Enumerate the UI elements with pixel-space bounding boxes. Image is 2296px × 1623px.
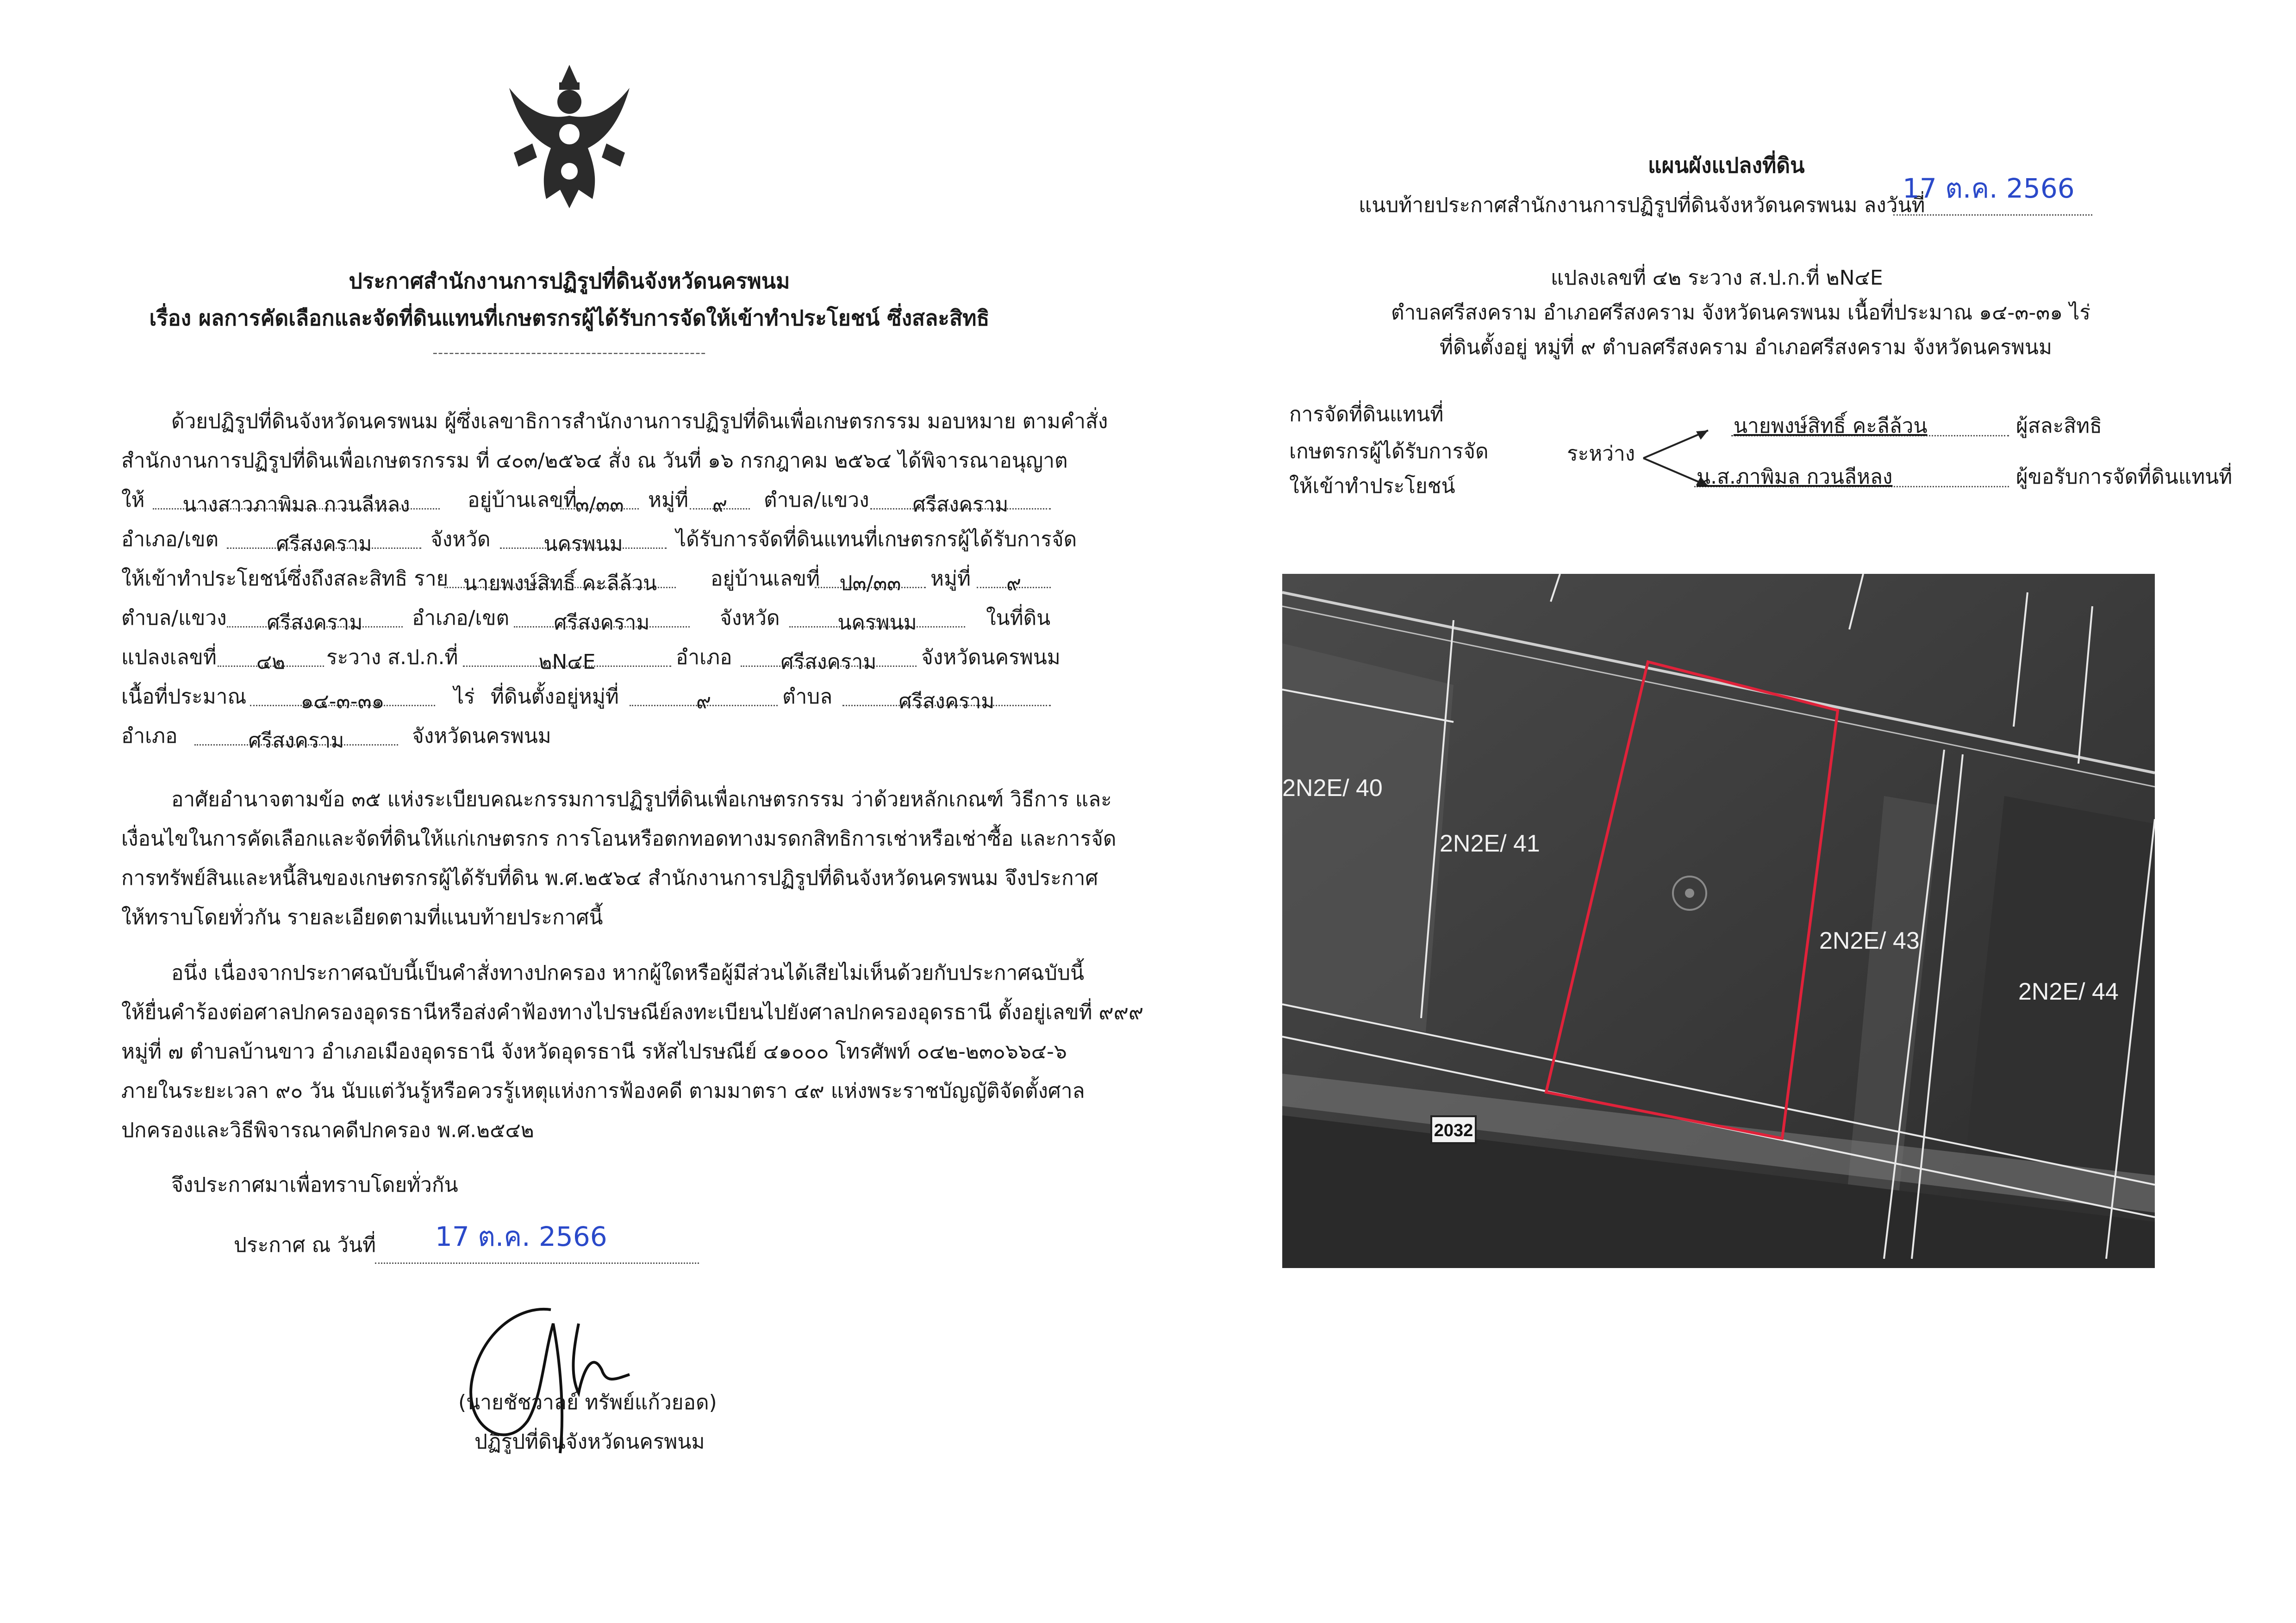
area: ๑๔-๓-๓๑ xyxy=(300,690,385,713)
plot-line: แปลงเลขที่ ๔๒ ระวาง ส.ป.ก.ที่ ๒N๔E xyxy=(1551,266,1883,290)
allocation-line: การจัดที่ดินแทนที่ xyxy=(1289,403,1444,426)
plot-label: แปลงเลขที่ xyxy=(121,646,217,669)
province-full-2: จังหวัดนครพนม xyxy=(412,724,551,748)
in-land-label: ในที่ดิน xyxy=(986,606,1051,630)
previous-holder-name: นายพงษ์สิทธิ์ คะลีล้วน xyxy=(463,572,657,595)
applicant-name: นางสาวภาพิมล กวนลีหลง xyxy=(182,493,410,516)
location-line: ที่ดินตั้งอยู่ หมู่ที่ ๙ ตำบลศรีสงคราม อำเภอศรีสงคราม จังหวัดนครพนม xyxy=(1440,336,2053,359)
allocation-line: ให้เข้าทำประโยชน์ xyxy=(1289,474,1455,498)
moo-3: ๙ xyxy=(696,690,711,713)
moo: ๙ xyxy=(712,493,728,516)
announced-date: 17 ต.ค. 2566 xyxy=(435,1221,607,1252)
paragraph-line: ให้ยื่นคำร้องต่อศาลปกครองอุดรธานีหรือส่งคำฟ้องทางไปรษณีย์ลงทะเบียนไปยังศาลปกครองอุดรธานี ตั้งอยู่เลขที่ ๙๙๙ xyxy=(121,1001,1144,1024)
amphoe-4: ศรีสงคราม xyxy=(248,729,344,752)
party1-name: นายพงษ์สิทธิ์ คะลีล้วน xyxy=(1734,414,1928,438)
give-label: ให้ xyxy=(121,488,145,512)
party2-role: ผู้ขอรับการจัดที่ดินแทนที่ xyxy=(2016,465,2233,489)
house-no-label-2: อยู่บ้านเลขที่ xyxy=(711,567,820,591)
located-label: ที่ดินตั้งอยู่หมู่ที่ xyxy=(491,685,619,709)
title-divider: -------------------------------------------------- xyxy=(432,345,706,361)
form-line-5-head: ให้เข้าทำประโยชน์ซึ่งถึงสละสิทธิ ราย xyxy=(121,567,449,591)
plot-label-41: 2N2E/ 41 xyxy=(1440,830,1540,857)
rai-label: ไร่ xyxy=(454,685,475,709)
form-line-4-tail: ได้รับการจัดที่ดินแทนที่เกษตรกรผู้ได้รับการจัด xyxy=(676,528,1077,551)
paragraph-line: ให้ทราบโดยทั่วกัน รายละเอียดตามที่แนบท้ายประกาศนี้ xyxy=(121,906,603,929)
tambon-label-3: ตำบล xyxy=(782,685,833,709)
announcement-subject: เรื่อง ผลการคัดเลือกและจัดที่ดินแทนที่เกษตรกรผู้ได้รับการจัดให้เข้าทำประโยชน์ ซึ่งสละสิทธิ xyxy=(149,305,990,330)
tambon-label-2: ตำบล/แขวง xyxy=(121,606,227,630)
announcement-title: ประกาศสำนักงานการปฏิรูปที่ดินจังหวัดนครพนม xyxy=(349,268,790,293)
aerial-plot-map xyxy=(1282,574,2155,1268)
tambon-3: ศรีสงคราม xyxy=(898,690,995,713)
amphoe-3: ศรีสงคราม xyxy=(780,650,877,674)
plot-label-43: 2N2E/ 43 xyxy=(1819,927,1920,954)
amphoe-2: ศรีสงคราม xyxy=(554,611,650,634)
plot-label-40: 2N2E/ 40 xyxy=(1282,775,1383,802)
sheet-label: ระวาง ส.ป.ก.ที่ xyxy=(326,646,458,669)
closing-text: จึงประกาศมาเพื่อทราบโดยทั่วกัน xyxy=(171,1173,458,1197)
annex-date: 17 ต.ค. 2566 xyxy=(1903,173,2075,204)
province: นครพนม xyxy=(543,532,623,556)
signer-title: ปฏิรูปที่ดินจังหวัดนครพนม xyxy=(474,1430,705,1454)
amphoe-label-4: อำเภอ xyxy=(121,724,178,748)
house-no: ๓/๓๓ xyxy=(575,493,624,516)
province-label: จังหวัด xyxy=(430,528,491,551)
amphoe-label-2: อำเภอ/เขต xyxy=(412,606,510,630)
amphoe-label-3: อำเภอ xyxy=(676,646,732,669)
paragraph-line: หมู่ที่ ๗ ตำบลบ้านขาว อำเภอเมืองอุดรธานี จังหวัดอุดรธานี รหัสไปรษณีย์ ๔๑๐๐๐ โทรศัพท์ ๐๔๒-๒๓๐๖๖๔-๖ xyxy=(121,1040,1067,1063)
plot-label-44: 2N2E/ 44 xyxy=(2018,978,2119,1005)
authority-paragraph xyxy=(121,780,1116,937)
garuda-emblem-icon xyxy=(500,60,639,218)
amphoe-label: อำเภอ/เขต xyxy=(121,528,219,551)
paragraph-line: การทรัพย์สินและหนี้สินของเกษตรกรผู้ได้รับที่ดิน พ.ศ.๒๕๖๔ สำนักงานการปฏิรูปที่ดินจังหวัดนครพนม จึงประกาศ xyxy=(121,866,1098,890)
tambon-2: ศรีสงคราม xyxy=(267,611,363,634)
map-title: แผนผังแปลงที่ดิน xyxy=(1648,153,1805,178)
plot-no: ๔๒ xyxy=(256,650,286,674)
moo-2: ๙ xyxy=(1006,572,1022,595)
paragraph-line: ภายในระยะเวลา ๙๐ วัน นับแต่วันรู้หรือควรรู้เหตุแห่งการฟ้องคดี ตามมาตรา ๔๙ แห่งพระราชบัญญัติจัดตั้งศาล xyxy=(121,1079,1085,1103)
house-no-label: อยู่บ้านเลขที่ xyxy=(468,488,577,512)
province-2: นครพนม xyxy=(837,611,917,634)
tambon: ศรีสงคราม xyxy=(912,493,1009,516)
house-no-2: ป๓/๓๓ xyxy=(839,572,901,595)
form-line-1: ด้วยปฏิรูปที่ดินจังหวัดนครพนม ผู้ซึ่งเลขาธิการสำนักงานการปฏิรูปที่ดินเพื่อเกษตรกรรม มอบหมาย ตามคำสั่ง xyxy=(171,410,1108,433)
road-number: 2032 xyxy=(1434,1121,1473,1140)
paragraph-line: ปกครองและวิธีพิจารณาคดีปกครอง พ.ศ.๒๕๔๒ xyxy=(121,1119,534,1142)
paragraph-line: อาศัยอำนาจตามข้อ ๓๕ แห่งระเบียบคณะกรรมการปฏิรูปที่ดินเพื่อเกษตรกรรม ว่าด้วยหลักเกณฑ์ วิธีการ และ xyxy=(171,788,1112,811)
paragraph-line: เงื่อนไขในการคัดเลือกและจัดที่ดินให้แก่เกษตรกร การโอนหรือตกทอดทางมรดกสิทธิการเช่าหรือเช่าซื้อ และการจัด xyxy=(121,827,1117,851)
party1-role: ผู้สละสิทธิ xyxy=(2016,414,2102,438)
announced-date-label: ประกาศ ณ วันที่ xyxy=(234,1233,376,1257)
moo-label: หมู่ที่ xyxy=(648,488,689,512)
area-line: ตำบลศรีสงคราม อำเภอศรีสงคราม จังหวัดนครพนม เนื้อที่ประมาณ ๑๔-๓-๓๑ ไร่ xyxy=(1391,301,2090,324)
paragraph-line: อนึ่ง เนื่องจากประกาศฉบับนี้เป็นคำสั่งทางปกครอง หากผู้ใดหรือผู้มีส่วนได้เสียไม่เห็นด้วยกับประกาศฉบับนี้ xyxy=(171,961,1085,985)
form-line-2: สำนักงานการปฏิรูปที่ดินเพื่อเกษตรกรรม ที่ ๔๐๓/๒๕๖๔ สั่ง ณ วันที่ ๑๖ กรกฎาคม ๒๕๖๔ ได้พิจารณาอนุญาต xyxy=(121,449,1068,473)
province-full: จังหวัดนครพนม xyxy=(921,646,1061,669)
between-label: ระหว่าง xyxy=(1567,442,1635,466)
appeal-paragraph xyxy=(121,953,1143,1150)
area-label: เนื้อที่ประมาณ xyxy=(121,685,247,709)
moo-label-2: หมู่ที่ xyxy=(930,567,971,591)
party2-name: น.ส.ภาพิมล กวนลีหลง xyxy=(1697,465,1893,489)
province-label-2: จังหวัด xyxy=(720,606,780,630)
amphoe: ศรีสงคราม xyxy=(276,532,372,556)
annex-label: แนบท้ายประกาศสำนักงานการปฏิรูปที่ดินจังหวัดนครพนม ลงวันที่ xyxy=(1359,193,1925,217)
allocation-line: เกษตรกรผู้ได้รับการจัด xyxy=(1289,440,1489,463)
tambon-label: ตำบล/แขวง xyxy=(764,488,869,512)
sheet-no: ๒N๔E xyxy=(538,650,596,674)
signer-name: (นายชัชวาลย์ ทรัพย์แก้วยอด) xyxy=(458,1391,717,1414)
